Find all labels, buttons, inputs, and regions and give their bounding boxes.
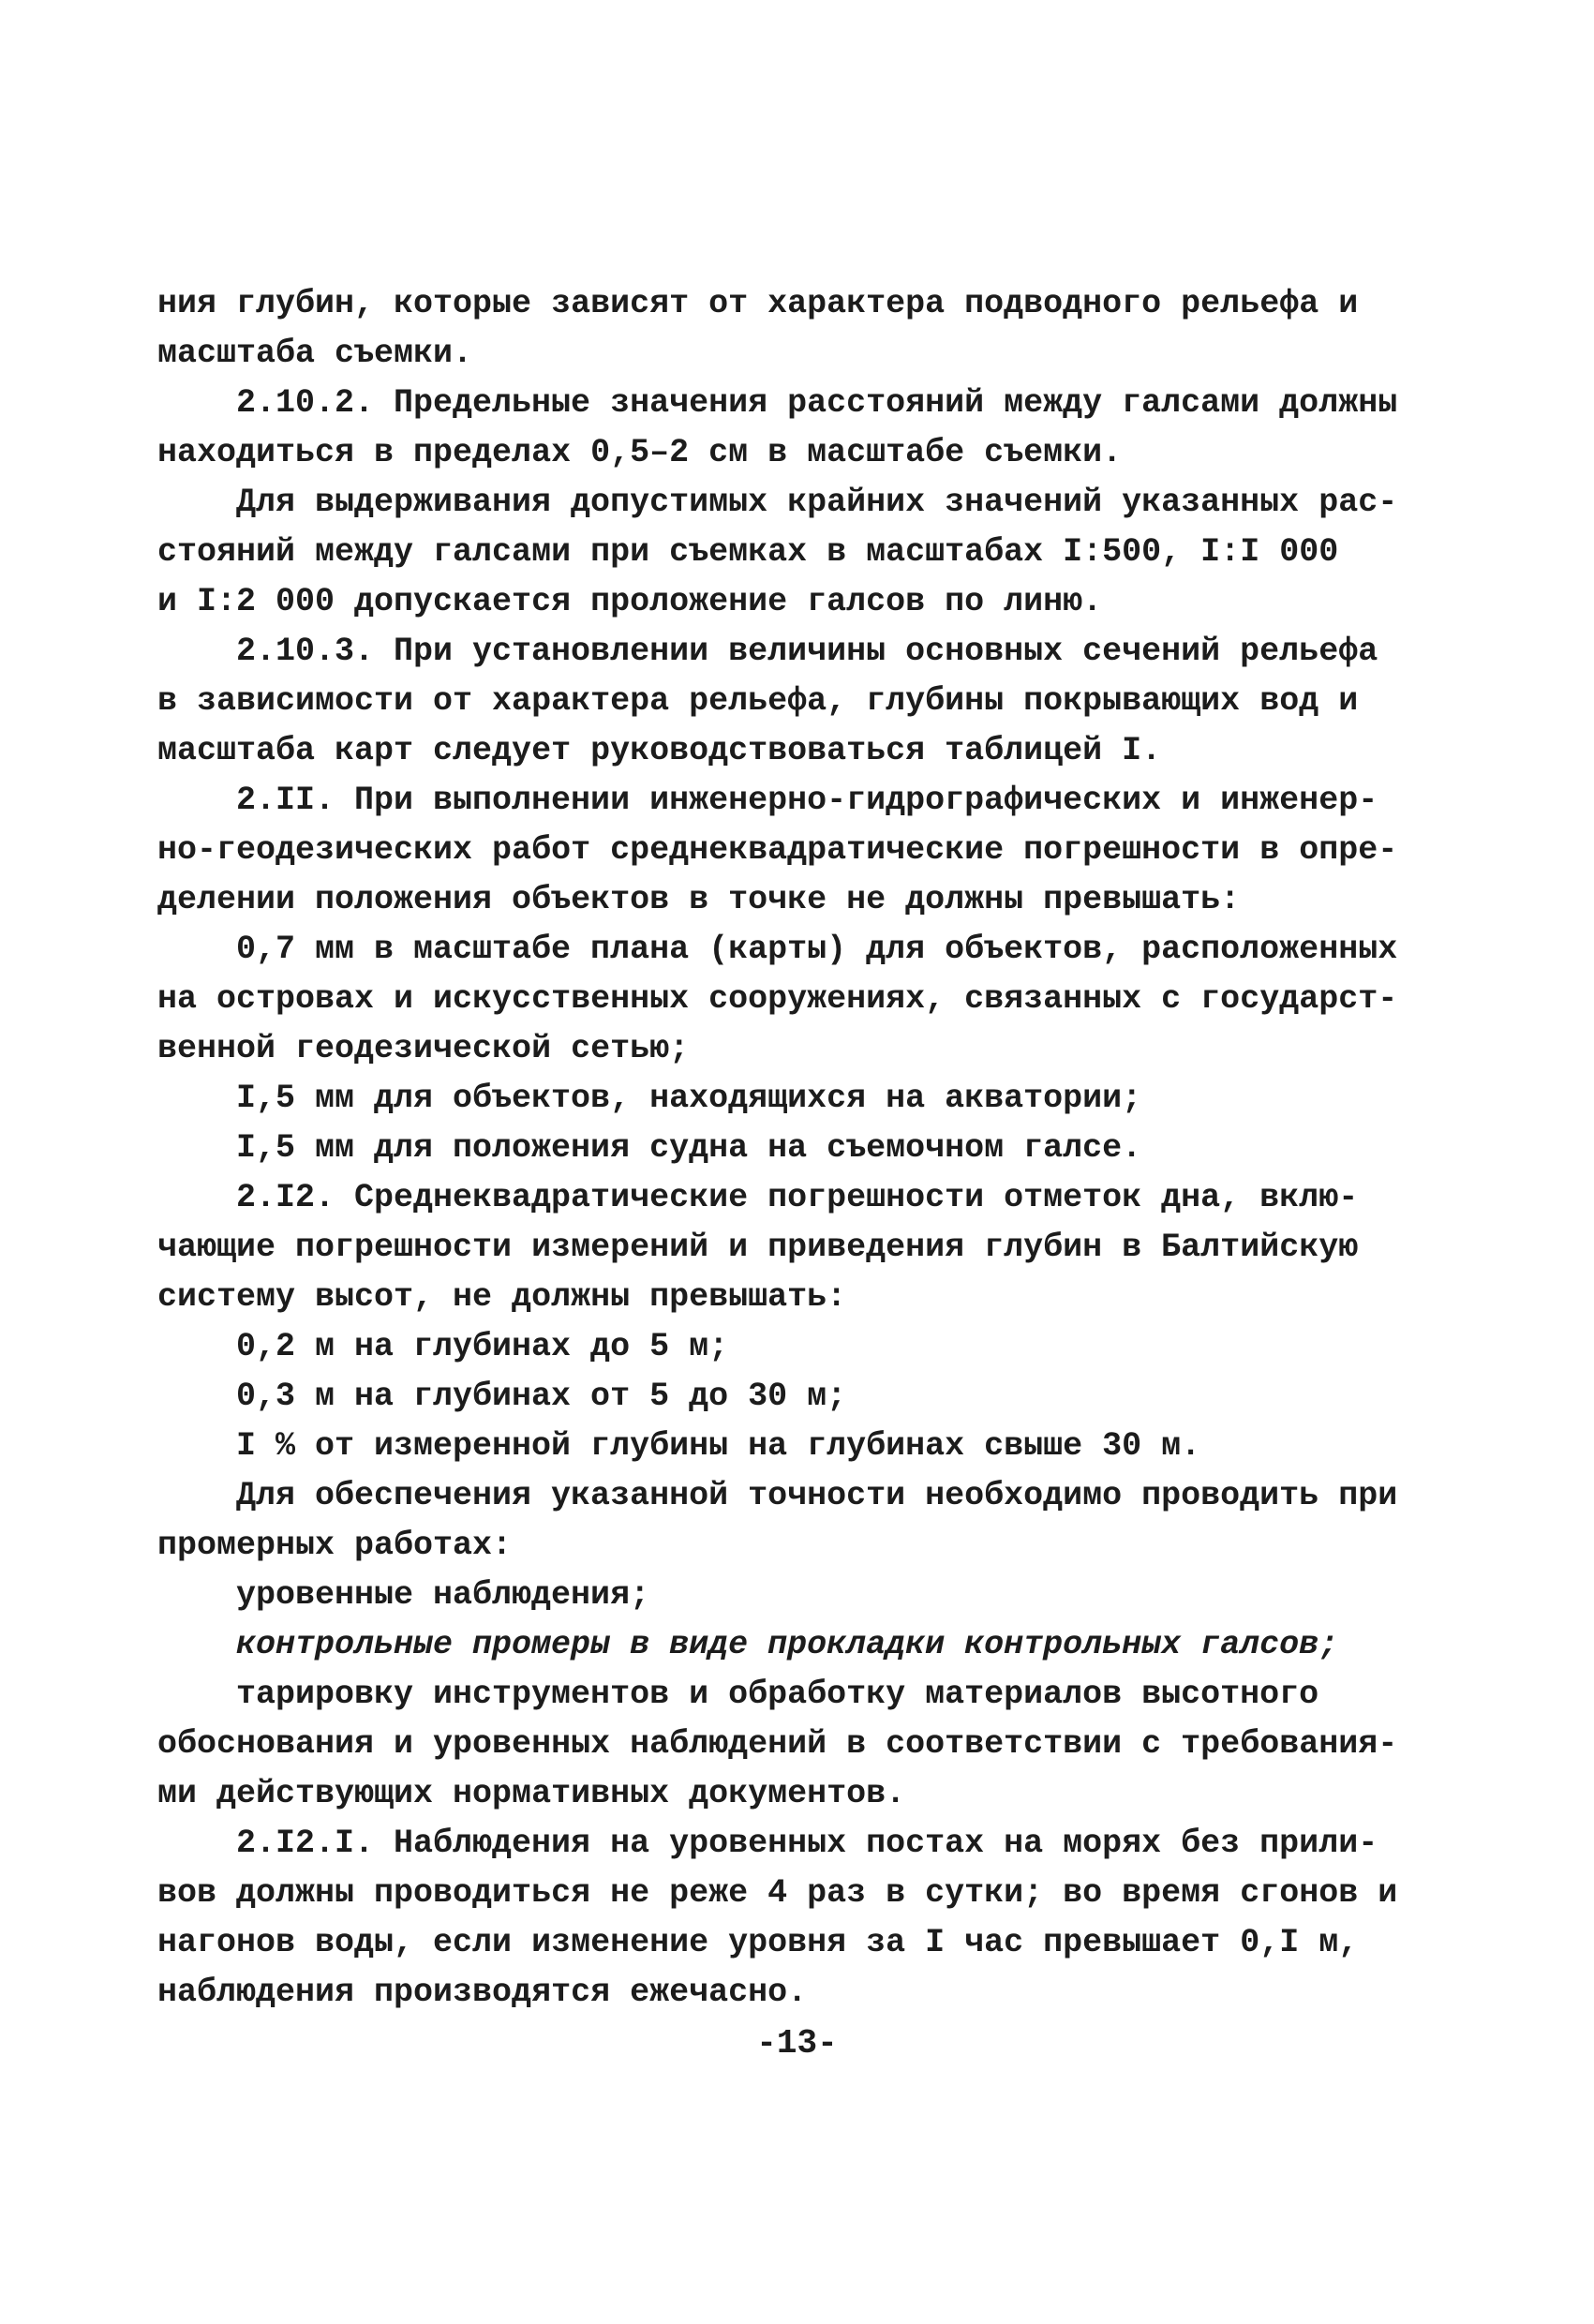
paragraph-2-10-2: 2.10.2. Предельные значения расстояний между галсами должны (236, 384, 1398, 422)
page-number: -13- (756, 2024, 838, 2063)
text-line: чающие погрешности измерений и приведения глубин в Балтийскую (157, 1229, 1359, 1266)
text-line: нагонов воды, если изменение уровня за I час превышает 0,I м, (157, 1924, 1359, 1961)
text-line: 0,2 м на глубинах до 5 м; (236, 1328, 729, 1365)
text-line: ми действующих нормативных документов. (157, 1775, 906, 1812)
text-line: промерных работах: (157, 1527, 513, 1564)
text-line: стояний между галсами при съемках в масштабах I:500, I:I 000 (157, 533, 1339, 571)
text-line: венной геодезической сетью; (157, 1030, 690, 1067)
text-line: I % от измеренной глубины на глубинах свыше 30 м. (236, 1427, 1201, 1465)
text-line: и I:2 000 допускается проложение галсов по линю. (157, 583, 1103, 620)
text-line: делении положения объектов в точке не должны превышать: (157, 881, 1241, 918)
text-line: I,5 мм для положения судна на съемочном галсе. (236, 1129, 1142, 1167)
text-line: 0,3 м на глубинах от 5 до 30 м; (236, 1378, 847, 1415)
text-line: масштаба съемки. (157, 335, 473, 372)
text-line: тарировку инструментов и обработку материалов высотного (236, 1676, 1319, 1713)
text-line: но-геодезических работ среднеквадратические погрешности в опре- (157, 831, 1398, 869)
text-line: Для выдерживания допустимых крайних значений указанных рас- (236, 484, 1398, 521)
paragraph-2-10-3: 2.10.3. При установлении величины основных сечений рельефа (236, 633, 1378, 670)
text-line: контрольные промеры в виде прокладки контрольных галсов; (236, 1626, 1339, 1663)
text-line: на островах и искусственных сооружениях, связанных с государст- (157, 980, 1398, 1018)
text-line: масштаба карт следует руководствоваться таблицей I. (157, 732, 1162, 769)
paragraph-2-12: 2.I2. Среднеквадратические погрешности отметок дна, вклю- (236, 1179, 1359, 1216)
text-line: 0,7 мм в масштабе плана (карты) для объектов, расположенных (236, 931, 1398, 968)
text-line: вов должны проводиться не реже 4 раз в сутки; во время сгонов и (157, 1874, 1398, 1912)
text-line: систему высот, не должны превышать: (157, 1278, 847, 1316)
text-line: уровенные наблюдения; (236, 1576, 650, 1614)
text-line: ния глубин, которые зависят от характера подводного рельефа и (157, 285, 1359, 322)
text-line: в зависимости от характера рельефа, глубины покрывающих вод и (157, 682, 1359, 720)
text-line: I,5 мм для объектов, находящихся на акватории; (236, 1080, 1142, 1117)
text-line: находиться в пределах 0,5–2 см в масштабе съемки. (157, 434, 1123, 471)
text-line: наблюдения производятся ежечасно. (157, 1974, 808, 2011)
text-line: Для обеспечения указанной точности необходимо проводить при (236, 1477, 1398, 1514)
paragraph-2-11: 2.II. При выполнении инженерно-гидрографических и инженер- (236, 782, 1378, 819)
text-line: обоснования и уровенных наблюдений в соответствии с требования- (157, 1725, 1398, 1763)
paragraph-2-12-1: 2.I2.I. Наблюдения на уровенных постах на морях без прили- (236, 1825, 1378, 1862)
